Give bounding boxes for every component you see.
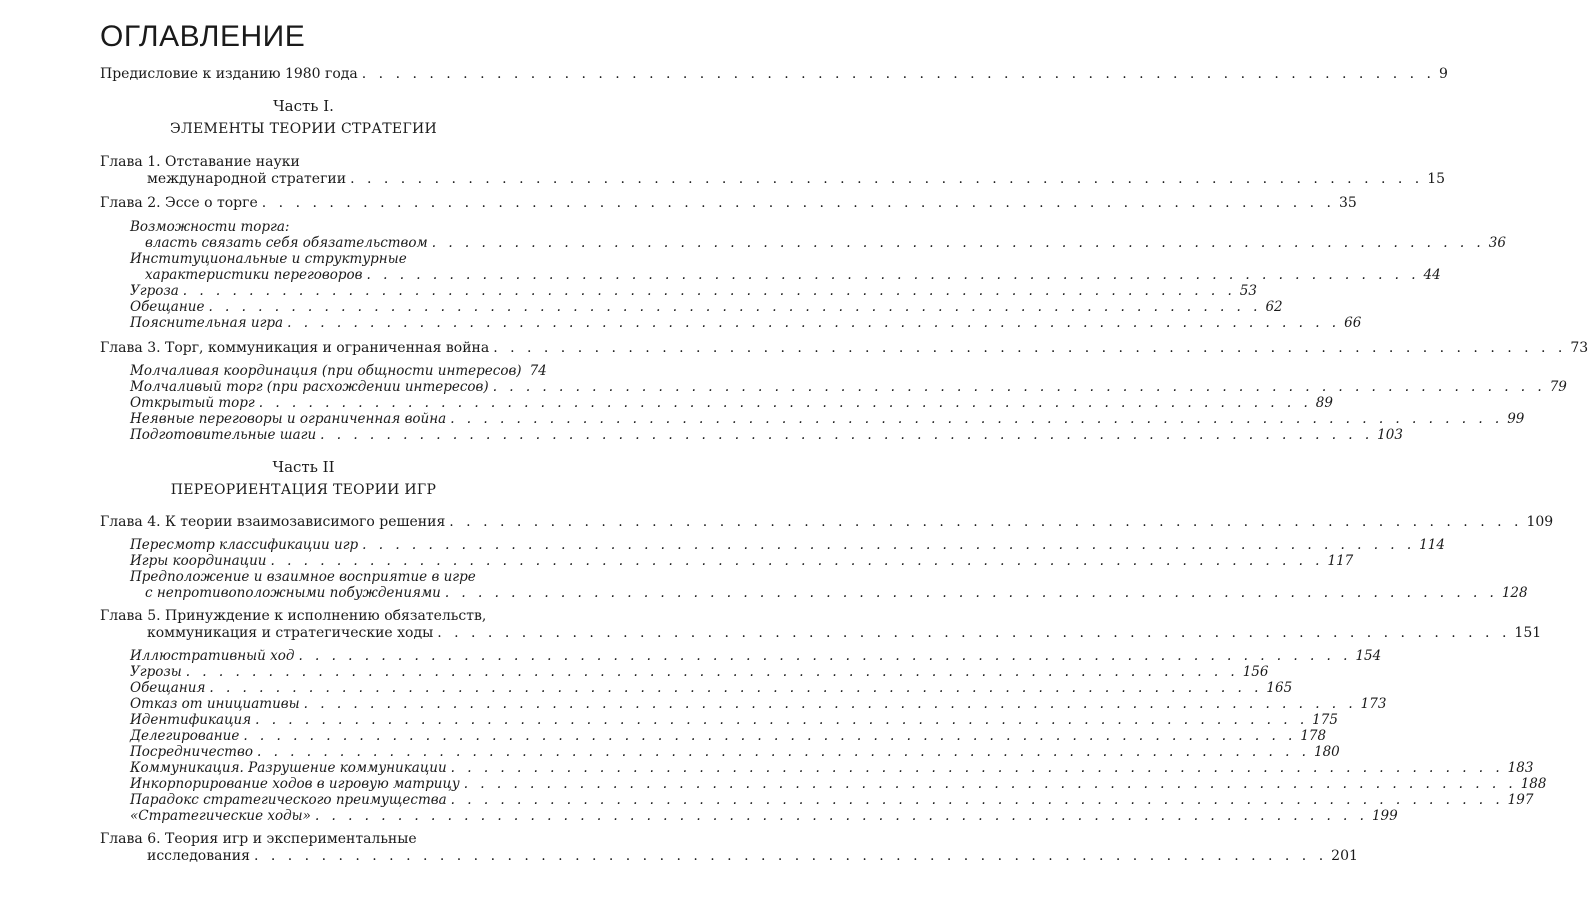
- entry-title: Глава 6. Теория игр и экспериментальные: [100, 831, 417, 847]
- entry-page: 180: [1313, 744, 1340, 760]
- entry-page: 15: [1427, 171, 1446, 187]
- toc-section[interactable]: [130, 395, 1333, 412]
- leader-dots: . . . . . . . . . . . . . . . . . . . . . . . . . . . . . . . . . . . . . . . . . . . . . . . . . . . . . . . . . . . . . . . .: [450, 411, 1504, 427]
- toc-section[interactable]: [130, 299, 1283, 316]
- entry-page: 188: [1520, 776, 1547, 792]
- toc-section[interactable]: [130, 363, 547, 380]
- leader-dots: . . . . . . . . . . . . . . . . . . . . . . . . . . . . . . . . . . . . . . . . . . . . . . . . . . . . . . . . . . . . . . . .: [431, 235, 1485, 251]
- entry-title: Делегирование: [130, 728, 240, 744]
- entry-page: 151: [1514, 625, 1542, 641]
- leader-dots: . . . . . . . . . . . . . . . . . . . . . . . . . . . . . . . . . . . . . . . . . . . . . . . . . . . . . . . . . . . . . . . .: [298, 648, 1352, 664]
- entry-title: Предположение и взаимное восприятие в игре: [130, 569, 476, 585]
- entry-page: 173: [1360, 696, 1387, 712]
- toc-chapter-6-line2[interactable]: [147, 848, 1358, 865]
- entry-title: Глава 3. Торг, коммуникация и ограниченная война: [100, 340, 490, 356]
- toc-section[interactable]: [130, 760, 1534, 777]
- toc-section[interactable]: [130, 283, 1257, 300]
- entry-title: Инкорпорирование ходов в игровую матрицу: [130, 776, 460, 792]
- part-title: ЭЛЕМЕНТЫ ТЕОРИИ СТРАТЕГИИ: [169, 121, 438, 137]
- leader-dots: . . . . . . . . . . . . . . . . . . . . . . . . . . . . . . . . . . . . . . . . . . . . . . . . . . . . . . . . . . . . . . . .: [258, 395, 1312, 411]
- entry-page: 154: [1355, 648, 1382, 664]
- page-title: ОГЛАВЛЕНИЕ: [100, 20, 306, 53]
- entry-title: власть связать себя обязательством: [145, 235, 428, 251]
- entry-title: характеристики переговоров: [145, 267, 363, 283]
- toc-section[interactable]: [130, 315, 1362, 332]
- entry-title: коммуникация и стратегические ходы: [147, 625, 434, 641]
- leader-dots: . . . . . . . . . . . . . . . . . . . . . . . . . . . . . . . . . . . . . . . . . . . . . . . . . . . . . . . . . . . . . . . .: [208, 299, 1262, 315]
- leader-dots: . . . . . . . . . . . . . . . . . . . . . . . . . . . . . . . . . . . . . . . . . . . . . . . . . . . . . . . . . . . . . . . .: [450, 792, 1504, 808]
- entry-title: Игры координации: [130, 553, 267, 569]
- entry-page: 199: [1371, 808, 1398, 824]
- toc-entry-preface[interactable]: [100, 66, 1448, 83]
- leader-dots: . . . . . . . . . . . . . . . . . . . . . . . . . . . . . . . . . . . . . . . . . . . . . . . . . . . . . . . . . . . . . . . .: [493, 340, 1567, 356]
- entry-page: 165: [1266, 680, 1293, 696]
- leader-dots: . . . . . . . . . . . . . . . . . . . . . . . . . . . . . . . . . . . . . . . . . . . . . . . . . . . . . . . . . . . . . . . .: [243, 728, 1297, 744]
- leader-dots: . . . . . . . . . . . . . . . . . . . . . . . . . . . . . . . . . . . . . . . . . . . . . . . . . . . . . . . . . . . . . . . .: [492, 379, 1546, 395]
- toc-section[interactable]: [130, 553, 1354, 570]
- leader-dots: . . . . . . . . . . . . . . . . . . . . . . . . . . . . . . . . . . . . . . . . . . . . . . . . . . . . . . . . . . . . . . . .: [437, 625, 1511, 641]
- leader-dots: . . . . . . . . . . . . . . . . . . . . . . . . . . . . . . . . . . . . . . . . . . . . . . . . . . . . . . . . . . . . . . . .: [255, 712, 1309, 728]
- leader-dots: . . . . . . . . . . . . . . . . . . . . . . . . . . . . . . . . . . . . . . . . . . . . . . . . . . . . . . . . . . . . . . . .: [256, 744, 1310, 760]
- toc-chapter-2[interactable]: [100, 195, 1357, 212]
- toc-chapter-1-line2[interactable]: [147, 171, 1446, 188]
- leader-dots: . . . . . . . . . . . . . . . . . . . . . . . . . . . . . . . . . . . . . . . . . . . . . . . . . . . . . . . . . . . . . . . .: [261, 195, 1335, 211]
- entry-title: Глава 5. Принуждение к исполнению обязательств,: [100, 608, 487, 624]
- entry-title: Пересмотр классификации игр: [130, 537, 359, 553]
- toc-section-line2[interactable]: [145, 235, 1506, 252]
- entry-title: Институциональные и структурные: [130, 251, 407, 267]
- toc-chapter-6-line1[interactable]: [100, 831, 529, 848]
- toc-section[interactable]: [130, 808, 1398, 825]
- toc-section[interactable]: [130, 537, 1445, 554]
- entry-page: 114: [1419, 537, 1445, 553]
- entry-page: 175: [1312, 712, 1338, 728]
- entry-title: Глава 2. Эссе о торге: [100, 195, 258, 211]
- entry-title: Глава 4. К теории взаимозависимого решения: [100, 514, 446, 530]
- entry-page: 197: [1507, 792, 1534, 808]
- toc-section[interactable]: [130, 776, 1547, 793]
- entry-title: Пояснительная игра: [130, 315, 284, 331]
- entry-page: 73: [1570, 340, 1588, 356]
- entry-page: 103: [1377, 427, 1403, 443]
- entry-title: Парадокс стратегического преимущества: [130, 792, 447, 808]
- toc-chapter-1-line1[interactable]: [100, 154, 529, 171]
- entry-page: 66: [1344, 315, 1362, 331]
- toc-section[interactable]: [130, 712, 1338, 729]
- leader-dots: . . . . . . . . . . . . . . . . . . . . . . . . . . . . . . . . . . . . . . . . . . . . . . . . . . . . . . . . . . . . . . . .: [350, 171, 1424, 187]
- entry-page: 201: [1331, 848, 1358, 864]
- entry-title: Возможности торга:: [130, 219, 290, 235]
- toc-section[interactable]: [130, 792, 1534, 809]
- part-title: ПЕРЕОРИЕНТАЦИЯ ТЕОРИИ ИГР: [170, 482, 437, 498]
- entry-title: с непротивоположными побуждениями: [145, 585, 441, 601]
- entry-page: 36: [1488, 235, 1506, 251]
- toc-section-line1[interactable]: [130, 569, 529, 586]
- leader-dots: . . . . . . . . . . . . . . . . . . . . . . . . . . . . . . . . . . . . . . . . . . . . . . . . . . . . . . . . . . . . . . . .: [253, 848, 1328, 864]
- leader-dots: . . . . . . . . . . . . . . . . . . . . . . . . . . . . . . . . . . . . . . . . . . . . . . . . . . . . . . . . . . . . . . . .: [366, 267, 1420, 283]
- toc-section-line1[interactable]: [130, 219, 529, 236]
- part-label: Часть II: [272, 458, 335, 476]
- entry-title: международной стратегии: [147, 171, 347, 187]
- entry-title: исследования: [147, 848, 250, 864]
- entry-title: Открытый торг: [130, 395, 255, 411]
- entry-title: Идентификация: [130, 712, 252, 728]
- leader-dots: . . . . . . . . . . . . . . . . . . . . . . . . . . . . . . . . . . . . . . . . . . . . . . . . . . . . . . . . . . . . . . . .: [362, 537, 1416, 553]
- entry-page: 74: [529, 363, 547, 379]
- entry-title: Иллюстративный ход: [130, 648, 295, 664]
- entry-page: 109: [1526, 514, 1554, 530]
- toc-chapter-5-line2[interactable]: [147, 625, 1542, 642]
- leader-dots: . . . . . . . . . . . . . . . . . . . . . . . . . . . . . . . . . . . . . . . . . . . . . . . . . . . . . . . . . . . . . . . .: [449, 514, 1523, 530]
- entry-page: 62: [1265, 299, 1283, 315]
- toc-section[interactable]: [130, 680, 1293, 697]
- toc-section[interactable]: [130, 411, 1525, 428]
- entry-title: Обещание: [130, 299, 205, 315]
- leader-dots: . . . . . . . . . . . . . . . . . . . . . . . . . . . . . . . . . . . . . . . . . . . . . . . . . . . . . . . . . . . . . . . .: [182, 283, 1236, 299]
- entry-page: 9: [1438, 66, 1448, 82]
- leader-dots: . . . . . . . . . . . . . . . . . . . . . . . . . . . . . . . . . . . . . . . . . . . . . . . . . . . . . . . . . . . . . . . .: [314, 808, 1368, 824]
- entry-page: 44: [1423, 267, 1441, 283]
- leader-dots: . . . . . . . . . . . . . . . . . . . . . . . . . . . . . . . . . . . . . . . . . . . . . . . . . . . . . . . . . . . . . . . .: [303, 696, 1357, 712]
- entry-title: Посредничество: [130, 744, 253, 760]
- entry-title: Молчаливый торг (при расхождении интересов): [130, 379, 489, 395]
- entry-page: 79: [1549, 379, 1567, 395]
- entry-title: Коммуникация. Разрушение коммуникации: [130, 760, 447, 776]
- entry-page: 53: [1239, 283, 1257, 299]
- entry-title: Угрозы: [130, 664, 182, 680]
- toc-section[interactable]: [130, 379, 1567, 396]
- toc-section[interactable]: [130, 696, 1387, 713]
- leader-dots: . . . . . . . . . . . . . . . . . . . . . . . . . . . . . . . . . . . . . . . . . . . . . . . . . . . . . . . . . . . . . . . .: [361, 66, 1435, 82]
- leader-dots: . . . . . . . . . . . . . . . . . . . . . . . . . . . . . . . . . . . . . . . . . . . . . . . . . . . . . . . . . . . . . . . .: [320, 427, 1374, 443]
- toc-chapter-5-line1[interactable]: [100, 608, 529, 625]
- toc-chapter-3[interactable]: [100, 340, 1588, 357]
- part-label: Часть I.: [273, 97, 334, 115]
- toc-section-line1[interactable]: [130, 251, 529, 268]
- leader-dots: . . . . . . . . . . . . . . . . . . . . . . . . . . . . . . . . . . . . . . . . . . . . . . . . . . . . . . . . . . . . . . . .: [287, 315, 1341, 331]
- entry-page: 128: [1501, 585, 1528, 601]
- toc-section[interactable]: [130, 648, 1382, 665]
- toc-section[interactable]: [130, 427, 1403, 444]
- entry-title: Предисловие к изданию 1980 года: [100, 66, 358, 82]
- entry-page: 183: [1507, 760, 1534, 776]
- entry-title: Молчаливая координация (при общности интересов): [130, 363, 522, 379]
- leader-dots: . . . . . . . . . . . . . . . . . . . . . . . . . . . . . . . . . . . . . . . . . . . . . . . . . . . . . . . . . . . . . . . .: [450, 760, 1504, 776]
- entry-title: Угроза: [130, 283, 179, 299]
- entry-title: Глава 1. Отставание науки: [100, 154, 300, 170]
- entry-page: 156: [1242, 664, 1269, 680]
- toc-section[interactable]: [130, 664, 1269, 681]
- entry-title: Отказ от инициативы: [130, 696, 300, 712]
- toc-chapter-4[interactable]: [100, 514, 1554, 531]
- leader-dots: . . . . . . . . . . . . . . . . . . . . . . . . . . . . . . . . . . . . . . . . . . . . . . . . . . . . . . . . . . . . . . . .: [209, 680, 1263, 696]
- entry-title: «Стратегические ходы»: [130, 808, 311, 824]
- entry-page: 89: [1315, 395, 1333, 411]
- entry-page: 35: [1338, 195, 1357, 211]
- entry-title: Обещания: [130, 680, 206, 696]
- toc-section-line2[interactable]: [145, 585, 1528, 602]
- entry-page: 117: [1327, 553, 1354, 569]
- leader-dots: . . . . . . . . . . . . . . . . . . . . . . . . . . . . . . . . . . . . . . . . . . . . . . . . . . . . . . . . . . . . . . . .: [270, 553, 1324, 569]
- toc-section[interactable]: [130, 728, 1327, 745]
- entry-page: 178: [1300, 728, 1327, 744]
- leader-dots: . . . . . . . . . . . . . . . . . . . . . . . . . . . . . . . . . . . . . . . . . . . . . . . . . . . . . . . . . . . . . . . .: [444, 585, 1498, 601]
- toc-section[interactable]: [130, 744, 1340, 761]
- leader-dots: . . . . . . . . . . . . . . . . . . . . . . . . . . . . . . . . . . . . . . . . . . . . . . . . . . . . . . . . . . . . . . . .: [463, 776, 1517, 792]
- toc-section-line2[interactable]: [145, 267, 1441, 284]
- entry-page: 99: [1507, 411, 1525, 427]
- leader-dots: . . . . . . . . . . . . . . . . . . . . . . . . . . . . . . . . . . . . . . . . . . . . . . . . . . . . . . . . . . . . . . . .: [185, 664, 1239, 680]
- entry-title: Подготовительные шаги: [130, 427, 317, 443]
- entry-title: Неявные переговоры и ограниченная война: [130, 411, 447, 427]
